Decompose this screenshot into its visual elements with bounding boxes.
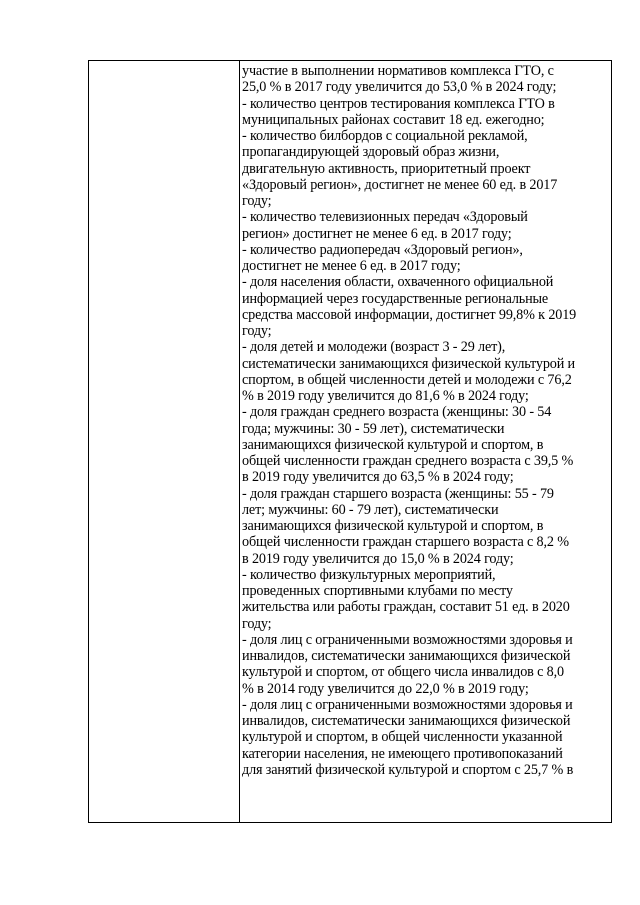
- text-line: двигательную активность, приоритетный проект: [242, 160, 531, 177]
- text-line: жительства или работы граждан, составит 51 ед. в 2020: [242, 599, 570, 616]
- text-line: регион» достигнет не менее 6 ед. в 2017 году;: [242, 225, 512, 242]
- text-line: инвалидов, систематически занимающихся физической: [242, 648, 571, 664]
- text-line: - доля лиц с ограниченными возможностями здоровья и: [242, 631, 573, 648]
- text-line: проведенных спортивными клубами по месту: [242, 583, 513, 599]
- text-line: - доля населения области, охваченного официальной: [242, 274, 554, 291]
- text-line: году;: [242, 193, 272, 209]
- text-line: для занятий физической культурой и спортом с 25,7 % в: [242, 761, 574, 778]
- text-line: культурой и спортом, в общей численности указанной: [242, 729, 563, 746]
- text-line: году;: [242, 323, 272, 339]
- text-line: году;: [242, 615, 272, 632]
- text-line: в 2019 году увеличится до 63,5 % в 2024 году;: [242, 469, 514, 486]
- text-line: достигнет не менее 6 ед. в 2017 году;: [242, 258, 461, 274]
- table-left-cell: [89, 61, 240, 822]
- table-right-cell: [240, 61, 611, 822]
- text-line: культурой и спортом, от общего числа инвалидов с 8,0: [242, 664, 564, 681]
- indicators-table: [88, 60, 612, 823]
- text-line: категории населения, не имеющего противопоказаний: [242, 745, 563, 762]
- text-line: занимающихся физической культурой и спортом, в: [242, 518, 544, 534]
- text-line: - количество телевизионных передач «Здоровый: [242, 209, 528, 226]
- text-line: - доля граждан старшего возраста (женщины: 55 - 79: [242, 485, 554, 502]
- text-line: - доля лиц с ограниченными возможностями здоровья и: [242, 696, 573, 713]
- text-line: лет; мужчины: 60 - 79 лет), систематически: [242, 501, 499, 518]
- text-line: % в 2019 году увеличится до 81,6 % в 2024 году;: [242, 388, 529, 404]
- text-line: муниципальных районах составит 18 ед. ежегодно;: [242, 111, 545, 128]
- text-line: года; мужчины: 30 - 59 лет), систематически: [242, 420, 505, 437]
- text-line: «Здоровый регион», достигнет не менее 60 ед. в 2017: [242, 176, 558, 193]
- text-line: занимающихся физической культурой и спортом, в: [242, 436, 544, 453]
- text-line: систематически занимающихся физической культурой и: [242, 355, 576, 372]
- text-line: спортом, в общей численности детей и молодежи с 76,2: [242, 371, 572, 388]
- text-line: средства массовой информации, достигнет 99,8% к 2019: [242, 306, 577, 323]
- text-line: - количество центров тестирования комплекса ГТО в: [242, 95, 555, 112]
- text-line: 25,0 % в 2017 году увеличится до 53,0 % в 2024 году;: [242, 79, 557, 96]
- text-line: инвалидов, систематически занимающихся физической: [242, 713, 571, 729]
- text-line: пропагандирующей здоровый образ жизни,: [242, 144, 500, 161]
- text-line: информацией через государственные региональные: [242, 290, 549, 307]
- text-line: % в 2014 году увеличится до 22,0 % в 2019 году;: [242, 680, 529, 697]
- text-line: - количество радиопередач «Здоровый регион»,: [242, 241, 523, 258]
- text-line: - количество физкультурных мероприятий,: [242, 566, 496, 583]
- text-line: общей численности граждан старшего возраста с 8,2 %: [242, 534, 569, 551]
- text-line: - количество билбордов с социальной рекламой,: [242, 128, 528, 144]
- text-line: участие в выполнении нормативов комплекса ГТО, с: [242, 63, 554, 79]
- text-line: - доля граждан среднего возраста (женщины: 30 - 54: [242, 404, 552, 421]
- text-line: в 2019 году увеличится до 15,0 % в 2024 году;: [242, 550, 514, 567]
- text-line: общей численности граждан среднего возраста с 39,5 %: [242, 453, 574, 469]
- text-line: - доля детей и молодежи (возраст 3 - 29 лет),: [242, 339, 506, 356]
